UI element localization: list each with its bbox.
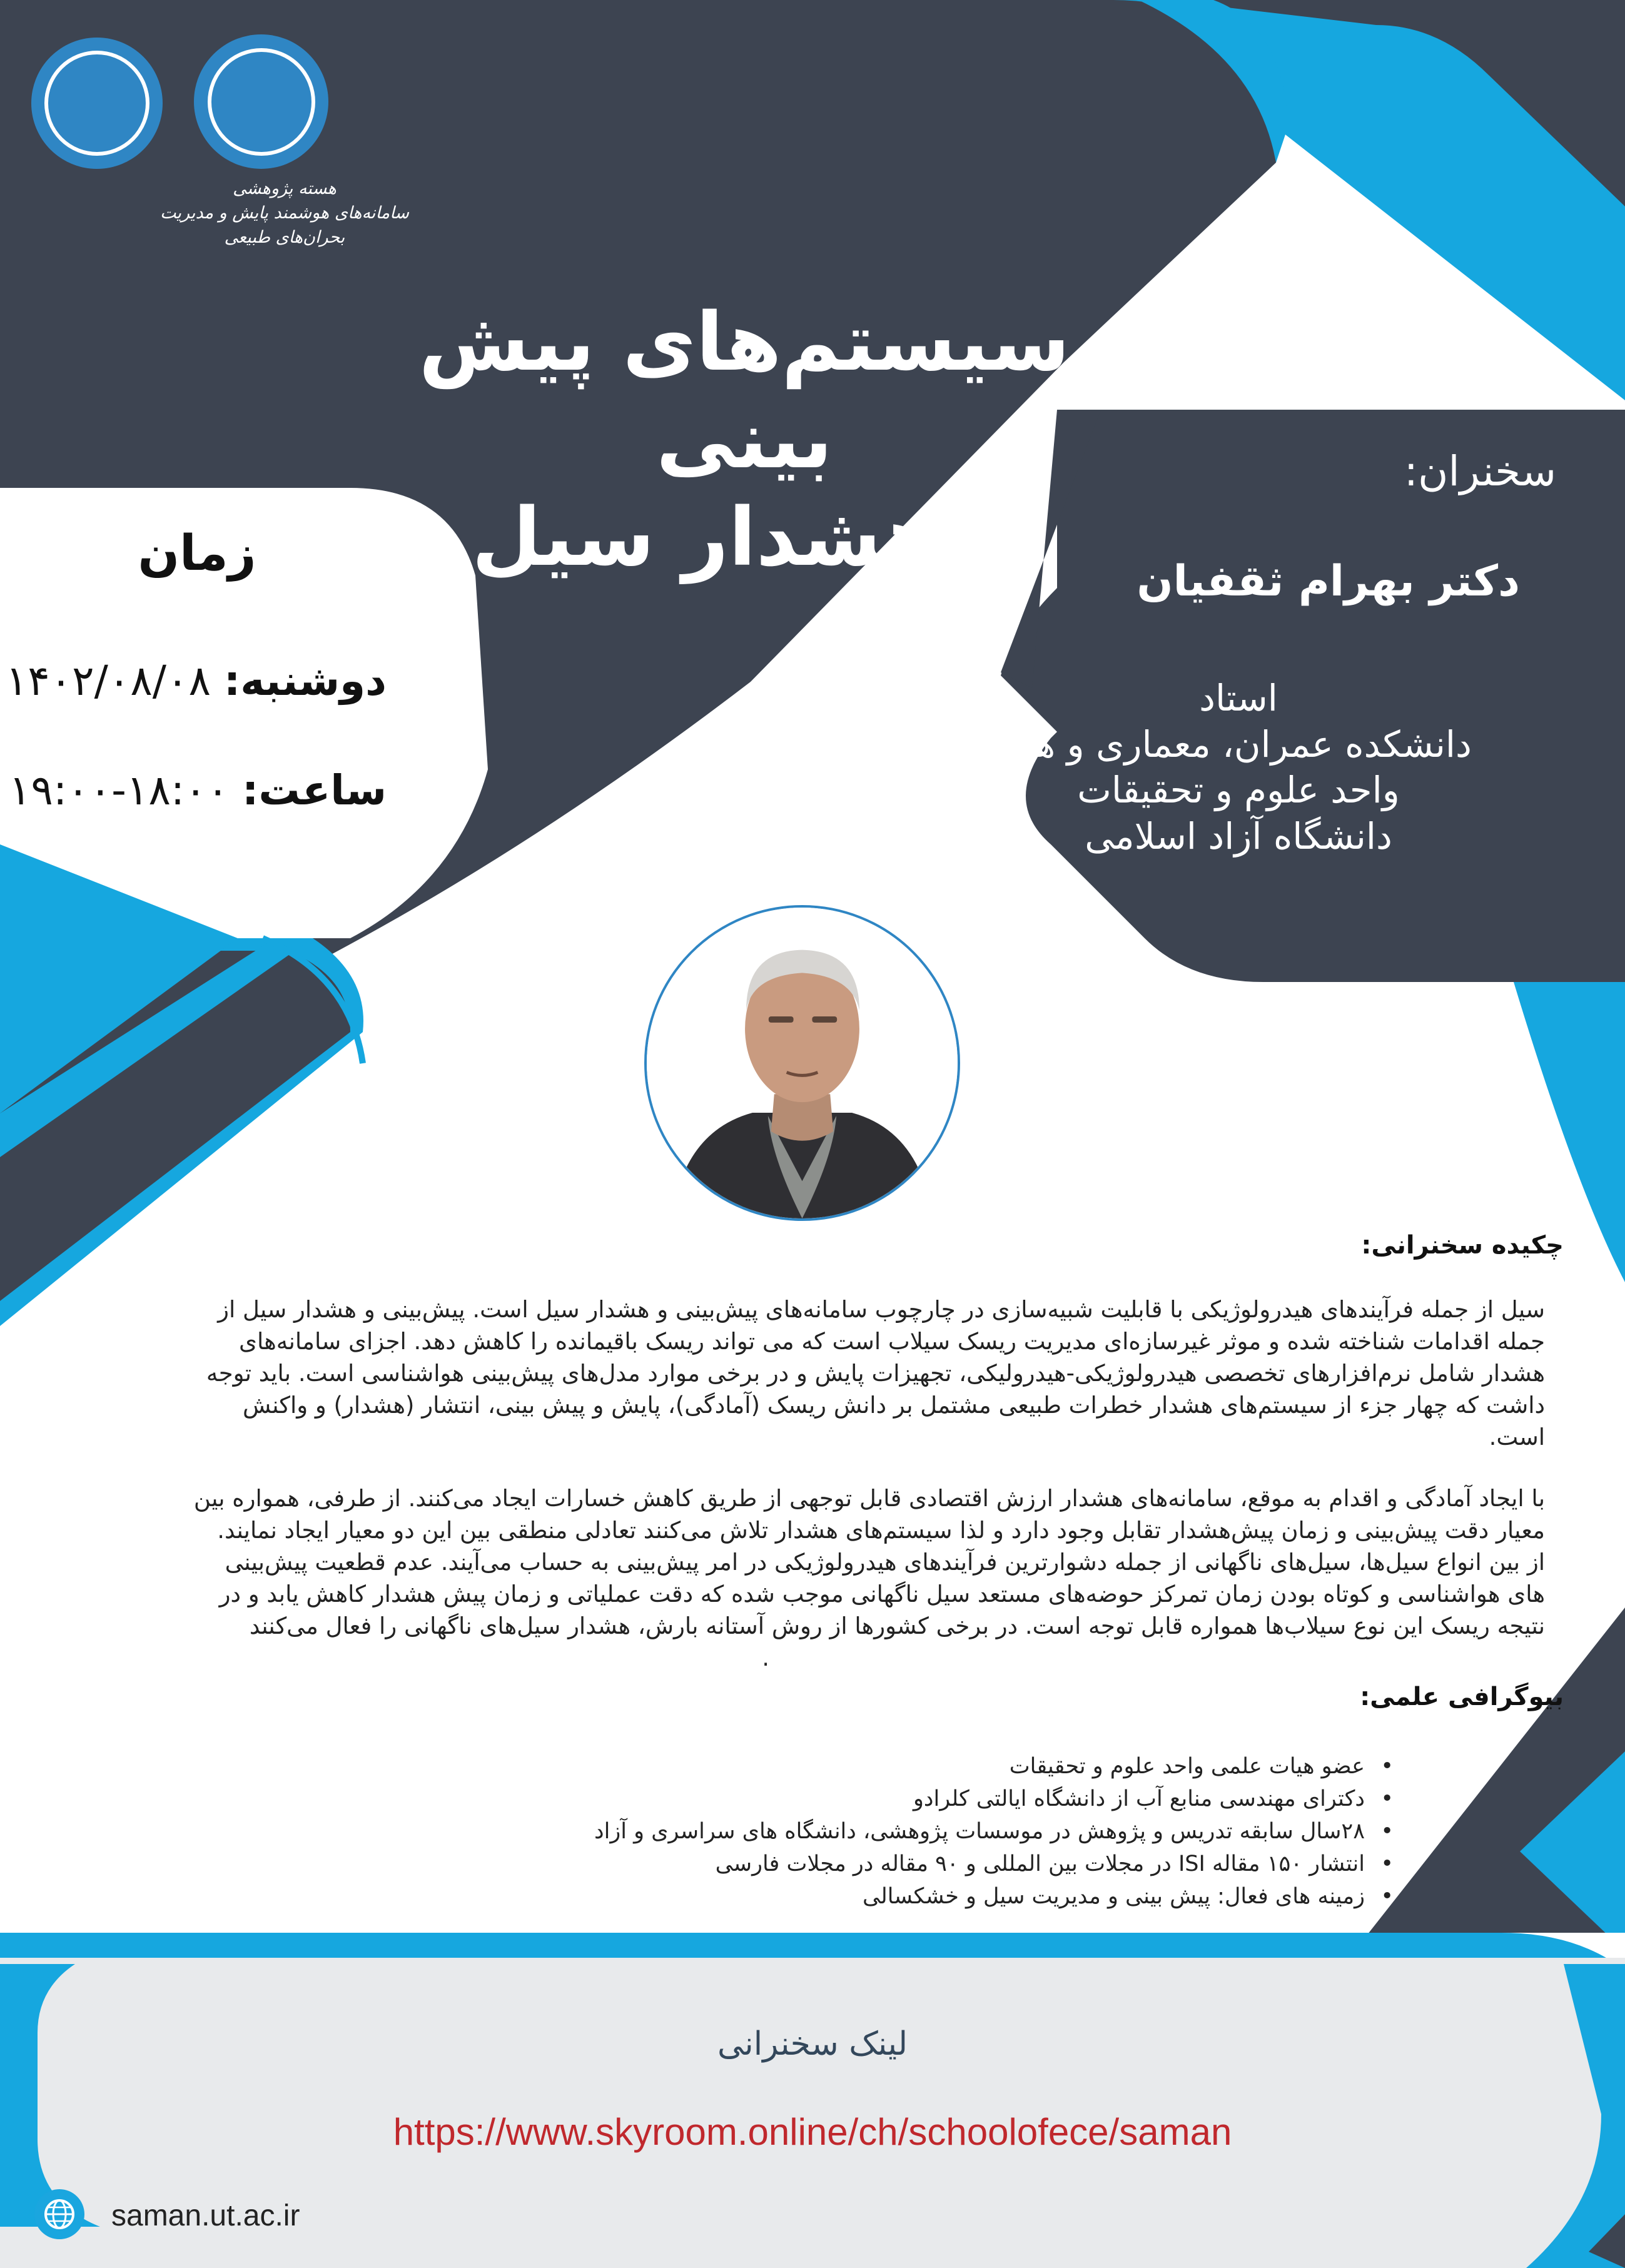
abstract-line: نتیجه ریسک این نوع سیلاب‌ها همواره قابل توجه است. در برخی کشورها از روش آستانه بارش، هشدار سیل‌های ناگهانی را فعال می‌کنند — [249, 1612, 1545, 1639]
biography-item: ۲۸سال سابقه تدریس و پژوهش در موسسات پژوهشی، دانشگاه های سراسری و آزاد — [594, 1819, 1365, 1844]
affiliation-line: استاد — [1199, 677, 1278, 719]
abstract-line: های هواشناسی و کوتاه بودن زمان تمرکز حوضه‌های مستعد سیل ناگهانی موجب شده که دقت عملیاتی و زمان پیش هشدار کاهش یابد و در — [219, 1581, 1545, 1607]
abstract-line: هشدار شامل نرم‌افزارهای تخصصی هیدرولوژیکی-هیدرولیکی، تجهیزات پایش و در برخی موارد مدل‌های پیش‌بینی هواشناسی است. باید توجه — [206, 1360, 1545, 1387]
title-line2: و هشدار سیل — [472, 491, 1017, 585]
affiliation-line: دانشگاه آزاد اسلامی — [1085, 814, 1392, 858]
biography-item: عضو هیات علمی واحد علوم و تحقیقات — [1009, 1754, 1365, 1779]
day-label: دوشنبه: — [223, 657, 387, 705]
biography-list — [337, 1750, 1400, 1913]
bullet-icon: • — [1380, 1754, 1394, 1779]
bullet-icon: • — [1380, 1851, 1394, 1876]
institute-line1: هسته پژوهشی — [233, 179, 337, 198]
institute-name — [144, 176, 425, 250]
affiliation-line: دانشکده عمران، معماری و هنر — [1005, 722, 1472, 766]
speaker-label: سخنران: — [1404, 447, 1556, 495]
abstract-line: با ایجاد آمادگی و اقدام به موقع، سامانه‌های هشدار ارزش اقتصادی قابل توجهی از طریق کاهش خسارات ایجاد می‌کنند. از طرفی، همواره بین — [193, 1485, 1545, 1512]
date-value: ۱۴۰۲/۰۸/۰۸ — [5, 657, 211, 705]
website-link[interactable]: saman.ut.ac.ir — [111, 2199, 300, 2232]
abstract-paragraph-2 — [88, 1482, 1545, 1674]
list-item — [337, 1815, 1400, 1848]
schedule-label: زمان — [138, 525, 256, 582]
biography-item: زمینه های فعال: پیش بینی و مدیریت سیل و خشکسالی — [862, 1884, 1365, 1909]
page-title — [350, 294, 1138, 587]
time-value: ۱۸:۰۰-۱۹:۰۰ — [9, 766, 229, 814]
title-line1: سیستم‌های پیش بینی — [418, 296, 1070, 487]
speaker-photo — [644, 905, 960, 1221]
abstract-line: است. — [1489, 1424, 1545, 1450]
abstract-line: داشت که چهار جزء از سیستم‌های هشدار خطرات طبیعی مشتمل بر دانش ریسک (آمادگی)، پایش و پیش بینی، انتشار (هشدار) و واکنش — [243, 1392, 1545, 1419]
bullet-icon: • — [1380, 1786, 1394, 1811]
research-center-logo-icon — [194, 34, 328, 169]
abstract-paragraph-1 — [88, 1293, 1545, 1453]
lecture-link[interactable]: https://www.skyroom.online/ch/schoolofece/saman — [393, 2111, 1232, 2153]
abstract-line: معیار دقت پیش‌بینی و زمان پیش‌هشدار تقابل وجود دارد و لذا سیستم‌های هشدار تلاش می‌کنند تعادلی منطقی بین این دو معیار ایجاد نمایند. — [217, 1517, 1545, 1544]
institute-line2: سامانه‌های هوشمند پایش و مدیریت بحران‌های طبیعی — [160, 203, 409, 248]
abstract-heading: چکیده سخنرانی: — [1361, 1231, 1564, 1260]
list-item — [337, 1880, 1400, 1913]
time-label: ساعت: — [241, 766, 387, 814]
abstract-line: جمله اقدامات شناخته شده و موثر غیرسازه‌ای مدیریت ریسک سیلاب است که می تواند ریسک باقیمانده را کاهش دهد. اجزای سامانه‌های — [238, 1328, 1545, 1355]
affiliation-line: واحد علوم و تحقیقات — [1077, 769, 1400, 812]
biography-item: انتشار ۱۵۰ مقاله ISI در مجلات بین المللی و ۹۰ مقاله در مجلات فارسی — [715, 1851, 1365, 1876]
biography-heading: بیوگرافی علمی: — [1360, 1683, 1564, 1711]
schedule-time — [9, 766, 387, 814]
speaker-name: دکتر بهرام ثقفیان — [1136, 557, 1520, 606]
lecture-link-label: لینک سخنرانی — [717, 2025, 908, 2063]
schedule-date — [6, 657, 387, 705]
biography-item: دکترای مهندسی منابع آب از دانشگاه ایالتی کلرادو — [913, 1786, 1365, 1811]
bullet-icon: • — [1380, 1884, 1394, 1909]
list-item — [337, 1848, 1400, 1880]
bullet-icon: • — [1380, 1819, 1394, 1844]
list-item — [337, 1783, 1400, 1815]
university-of-tehran-logo-icon — [31, 38, 163, 169]
abstract-line: از بین انواع سیل‌ها، سیل‌های ناگهانی از جمله دشوارترین فرآیندهای هیدرولوژیکی در امر پیش‌بینی به حساب می‌آیند. عدم قطعیت پیش‌بینی — [225, 1549, 1545, 1576]
list-item — [337, 1750, 1400, 1783]
speaker-affiliation — [957, 676, 1520, 860]
abstract-line: . — [762, 1644, 769, 1671]
abstract-line: سیل از جمله فرآیندهای هیدرولوژیکی با قابلیت شبیه‌سازی در چارچوب سامانه‌های پیش‌بینی و هشدار سیل است. پیش‌بینی و هشدار سیل از — [218, 1296, 1545, 1323]
globe-icon — [34, 2189, 84, 2239]
